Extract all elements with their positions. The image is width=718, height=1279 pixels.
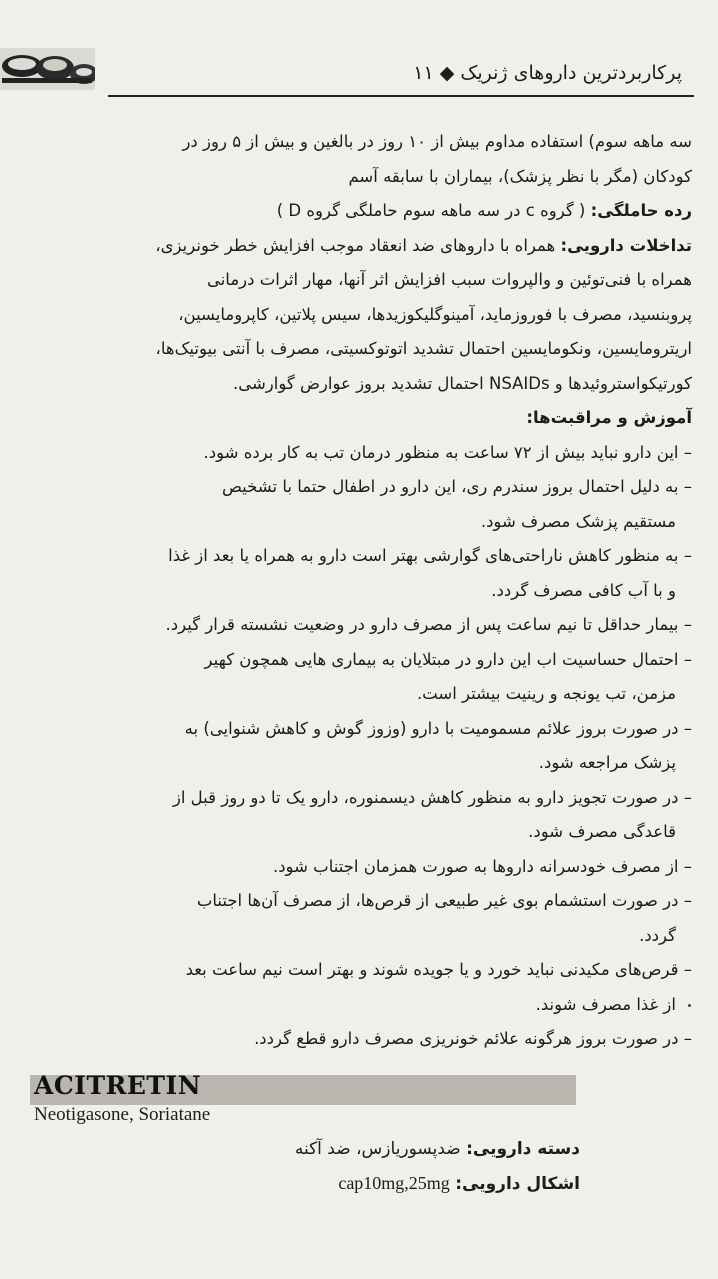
pregnancy-category	[36, 194, 692, 229]
bullet-line: – در صورت استشمام بوی غیر طبیعی از قرص‌ها، از مصرف آن‌ها اجتناب	[196, 891, 692, 910]
education-bullet	[36, 436, 692, 471]
bullet-line: – قرص‌های مکیدنی نباید خورد و یا جویده شوند و بهتر است نیم ساعت بعد	[185, 960, 692, 979]
intro-line: سه ماهه سوم) استفاده مداوم بیش از ۱۰ روز در بالغین و بیش از ۵ روز در	[182, 132, 692, 151]
bullet-line: – به دلیل احتمال بروز سندرم ری، این دارو در اطفال حتما با تشخیص	[221, 477, 692, 496]
header-divider	[108, 95, 694, 97]
education-bullet	[36, 953, 692, 1022]
bullet-line: – بیمار حداقل تا نیم ساعت پس از مصرف دارو در وضعیت نشسته قرار گیرد.	[165, 615, 692, 634]
drug-name: ACITRETIN	[34, 1071, 202, 1100]
education-bullet	[36, 850, 692, 885]
pregnancy-text: ( گروه c در سه ماهه سوم حاملگی گروه D )	[276, 201, 591, 220]
drug-class-label: دسته دارویی:	[466, 1139, 580, 1159]
bullet-line: پزشک مراجعه شود.	[538, 753, 676, 772]
drug-info	[295, 1132, 580, 1201]
main-text	[36, 125, 692, 1057]
bullet-line: گردد.	[639, 925, 676, 945]
bullet-line: مستقیم پزشک مصرف شود.	[480, 511, 676, 531]
brand-names: Neotigasone, Soriatane	[34, 1104, 211, 1125]
bullet-line: مزمن، تب یونجه و رینیت بیشتر است.	[416, 684, 676, 703]
page-speck	[688, 1004, 691, 1007]
education-bullet	[36, 712, 692, 781]
education-bullet	[36, 608, 692, 643]
dosage-forms-label: اشکال دارویی:	[455, 1174, 580, 1194]
education-bullet	[36, 884, 692, 953]
interactions-text: همراه با داروهای ضد انعقاد موجب افزایش خطر خونریزی،	[155, 235, 561, 255]
education-bullet	[36, 781, 692, 850]
bullet-line: – احتمال حساسیت اب این دارو در مبتلایان به بیماری هایی همچون کهیر	[204, 649, 692, 669]
interactions-line: همراه با فنی‌توئین و والپروات سبب افزایش اثر آنها، مهار اثرات درمانی	[206, 270, 692, 289]
bullet-line: – این دارو نباید بیش از ۷۲ ساعت به منظور درمان تب به کار برده شود.	[203, 442, 692, 462]
bullet-line: – در صورت تجویز دارو به منظور کاهش دیسمنوره، دارو یک تا دو روز قبل از	[172, 787, 692, 807]
drug-class-text: ضدپسوریازس، ضد آکنه	[294, 1139, 467, 1159]
dosage-forms-text: cap10mg,25mg	[338, 1173, 450, 1193]
bullet-line: – به منظور کاهش ناراحتی‌های گوارشی بهتر است دارو به همراه یا بعد از غذا	[168, 546, 692, 565]
interactions-line	[36, 229, 692, 264]
interactions-label: تداخلات دارویی:	[560, 235, 692, 255]
bullet-line: از غذا مصرف شوند.	[535, 994, 676, 1014]
intro-line: کودکان (مگر با نظر پزشک)، بیماران با سابقه آسم	[348, 166, 692, 186]
page-header	[0, 40, 718, 95]
dosage-forms-line	[295, 1166, 580, 1201]
bullet-line: و با آب کافی مصرف گردد.	[491, 580, 676, 600]
education-bullet	[36, 539, 692, 608]
pills-icon	[0, 48, 95, 90]
interactions-line: کورتیکواستروئیدها و NSAIDs احتمال تشدید بروز عوارض گوارشی.	[232, 373, 692, 393]
bullet-line: – از مصرف خودسرانه داروها به صورت همزمان اجتناب شود.	[272, 856, 692, 876]
education-label: آموزش و مراقبت‌ها:	[526, 408, 692, 427]
bullet-line: – در صورت بروز هرگونه علائم خونریزی مصرف دارو قطع گردد.	[254, 1029, 692, 1048]
pregnancy-label: رده حاملگی:	[590, 201, 692, 220]
drug-class-line	[295, 1132, 580, 1166]
education-bullet	[36, 643, 692, 712]
education-bullet	[36, 470, 692, 539]
running-title: پرکاربردترین داروهای ژنریک ◆ ۱۱	[413, 62, 682, 84]
interactions-line: اریترومایسین، ونکومایسین احتمال تشدید اتوتوکسیتی، مصرف با آنتی بیوتیک‌ها،	[155, 339, 692, 358]
education-bullet	[36, 1022, 692, 1057]
bullet-line: قاعدگی مصرف شود.	[528, 822, 676, 841]
interactions-line: پروبنسید، مصرف با فوروزماید، آمینوگلیکوزیدها، سیس پلاتین، کاپرومایسین،	[178, 304, 692, 324]
bullet-line: – در صورت بروز علائم مسمومیت با دارو (وزوز گوش و کاهش شنوایی) به	[184, 718, 692, 738]
